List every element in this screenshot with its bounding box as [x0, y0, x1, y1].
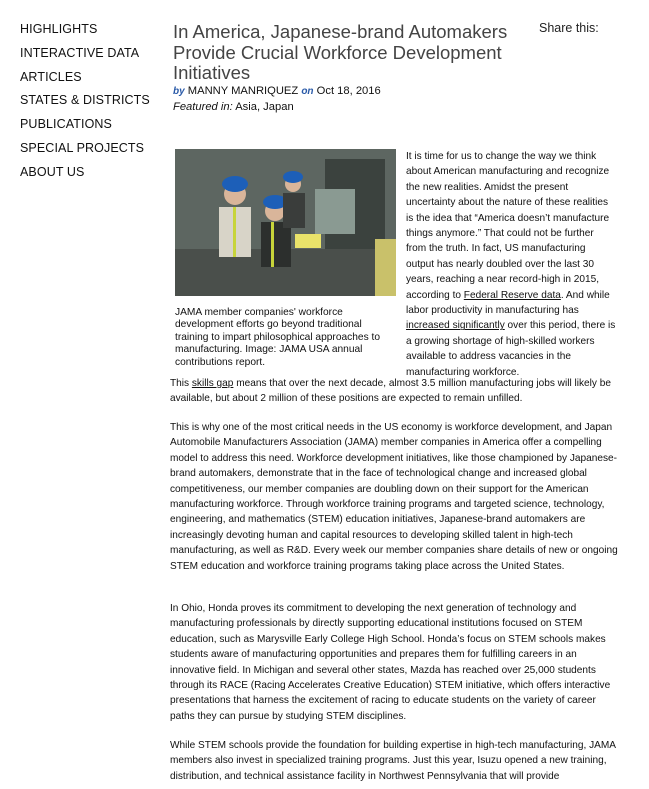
intro-text-3: over this period, there is a growing shortage of high-skilled workers available to address vacancies in the manufacturing workforce. [406, 320, 616, 378]
nav-item-interactive-data[interactable]: INTERACTIVE DATA [20, 45, 140, 60]
publish-date: Oct 18, 2016 [316, 85, 381, 97]
featured-in [173, 101, 294, 113]
cont-text-2: means that over the next decade, almost 3.5 million manufacturing jobs will likely be available, but about 2 million of these positions are expected to remain unfilled. [170, 378, 611, 405]
author-link[interactable]: MANNY MANRIQUEZ [187, 85, 299, 97]
cont-text-1: This [170, 378, 192, 389]
workforce-paragraph: This is why one of the most critical needs in the US economy is workforce development, and Japan Automobile Manufacturers Association (JAMA) member companies in America offer a compelling model to address this need. Workforce development initiatives, like those championed by Japanese-brand automakers, demonstrate that in the face of technological change and increased global competitiveness, our member companies are doubling down on their support for the American manufacturing workforce. Through workforce training programs and targeted science, technology, engineering, and mathematics (STEM) education initiatives, Japanese-brand automakers are increasingly devoting human and capital resources to developing skilled talent in high-tech manufacturing, as well as R&D. Every week our member companies share details of new or ongoing STEM education and workforce training programs taking place across the United States. [170, 422, 618, 572]
stem-schools-paragraph: While STEM schools provide the foundation for building expertise in high-tech manufacturing, JAMA members also invest in specialized training programs. Just this year, Isuzu opened a new training, distribution, and technical assistance facility in Northwest Pennsylvania that will provide [170, 740, 616, 782]
main-nav [20, 22, 165, 189]
article-title: In America, Japanese-brand Automakers Provide Crucial Workforce Development Initiatives [173, 21, 508, 83]
skills-gap-link[interactable]: skills gap [191, 378, 234, 389]
workers-photo-illustration [175, 149, 396, 296]
skills-gap-paragraph [170, 376, 622, 407]
increased-significantly-link[interactable]: increased significantly [406, 320, 505, 332]
nav-item-special-projects[interactable]: SPECIAL PROJECTS [20, 140, 145, 155]
byline-on-label: on [301, 86, 314, 97]
nav-item-articles[interactable]: ARTICLES [20, 69, 82, 84]
nav-item-about-us[interactable]: ABOUT US [20, 164, 85, 179]
nav-item-states-districts[interactable]: STATES & DISTRICTS [20, 93, 150, 108]
article-photo [175, 149, 396, 296]
federal-reserve-link[interactable]: Federal Reserve data [463, 289, 561, 301]
ohio-paragraph: In Ohio, Honda proves its commitment to developing the next generation of technology and manufacturing professionals by directly supporting educational institutions focused on STEM education, such as Marysville Early College High School. Honda’s focus on STEM schools makes students aware of manufacturing opportunities and prepares them for fulfilling careers in an innovative field. In Michigan and several other states, Mazda has reached over 25,000 students through its RACE (Racing Accelerates Creative Education) STEM initiative, which offers interactive presentations that harness the excitement of racing to educate students on the variety of career paths they can pursue by studying STEM disciplines. [170, 603, 611, 722]
image-caption: JAMA member companies' workforce development efforts go beyond traditional training to impart philosophical approaches to manufacturing. Image: JAMA USA annual contributions report. [175, 307, 381, 368]
byline-by-label: by [173, 86, 185, 97]
intro-paragraph [406, 149, 616, 380]
nav-item-publications[interactable]: PUBLICATIONS [20, 117, 112, 132]
share-label: Share this: [539, 21, 599, 35]
intro-text-1: It is time for us to change the way we think about American manufacturing and recognize the new realities. Amidst the present uncertainty about the nature of these realities is the idea that “America doesn’t manufacture things anymore.” That could not be further from the truth. In fact, US manufacturing output has nearly doubled over the last 30 years, reaching a near record-high in 2015, according to [406, 151, 610, 301]
intro-text-2: . And while labor productivity in manufacturing has [406, 289, 610, 317]
nav-item-highlights[interactable]: HIGHLIGHTS [20, 22, 98, 36]
featured-in-label: Featured in: [173, 101, 233, 113]
featured-in-tags[interactable]: Asia, Japan [235, 101, 294, 113]
byline [173, 85, 381, 97]
